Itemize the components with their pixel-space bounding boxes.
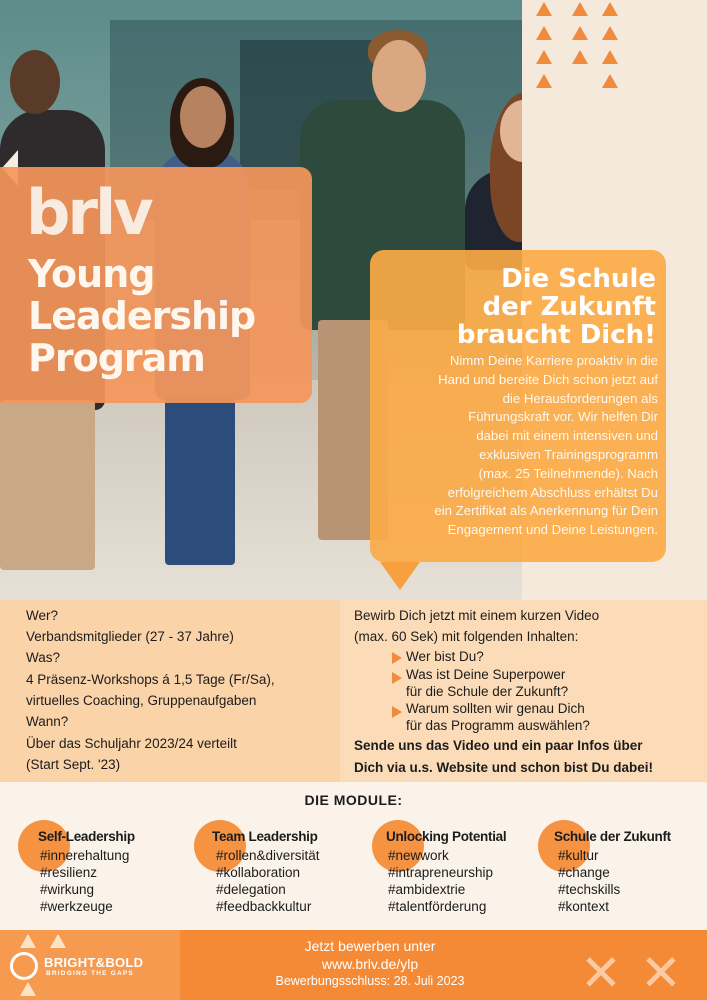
module-1-tag: #resilienz	[40, 865, 98, 880]
module-4-tag: #kultur	[558, 848, 599, 863]
module-1-tag: #werkzeuge	[40, 899, 113, 914]
brand-name: BRIGHT&BOLD	[44, 955, 144, 970]
intro-text	[378, 352, 658, 540]
question-1: Wer bist Du?	[406, 649, 484, 664]
question-3-line-1: Warum sollten wir genau Dich	[406, 701, 585, 716]
module-4-title: Schule der Zukunft	[554, 829, 671, 844]
program-title-line-2: Leadership	[28, 294, 256, 338]
apply-line: Jetzt bewerben unter	[304, 938, 436, 954]
when-value-line-2: (Start Sept. '23)	[26, 757, 121, 772]
x-decoration-icon: ✕	[640, 944, 682, 1000]
triangle-decoration	[602, 50, 618, 64]
person-3-head	[372, 40, 426, 112]
headline-line-3: braucht Dich!	[456, 320, 656, 350]
apply-outro-line-1: Sende uns das Video und ein paar Infos über	[354, 738, 643, 753]
triangle-bullet-icon	[392, 672, 402, 684]
what-value-line-2: virtuelles Coaching, Gruppenaufgaben	[26, 693, 257, 708]
question-3-line-2: für das Programm auswählen?	[406, 718, 590, 733]
apply-url[interactable]: www.brlv.de/ylp	[321, 956, 419, 972]
x-decoration-icon: ✕	[580, 944, 622, 1000]
program-title-line-3: Program	[28, 336, 205, 380]
triangle-decoration	[572, 26, 588, 40]
apply-intro-line-2: (max. 60 Sek) mit folgenden Inhalten:	[354, 629, 579, 644]
intro-text-line: (max. 25 Teilnehmende). Nach	[478, 465, 658, 481]
module-4-tag: #change	[558, 865, 610, 880]
triangle-decoration	[20, 934, 36, 948]
intro-text-line: die Herausforderungen als	[502, 390, 658, 406]
application-deadline: Bewerbungsschluss: 28. Juli 2023	[275, 974, 465, 988]
triangle-decoration	[536, 74, 552, 88]
triangle-decoration	[602, 74, 618, 88]
module-2-title: Team Leadership	[212, 829, 318, 844]
intro-text-line: Engagement und Deine Leistungen.	[447, 522, 658, 538]
person-1-head	[10, 50, 60, 114]
intro-text-line: Führungskraft vor. Wir helfen Dir	[468, 409, 658, 425]
question-2-line-2: für die Schule der Zukunft?	[406, 684, 569, 699]
module-2-tag: #rollen&diversität	[216, 848, 320, 863]
intro-text-line: Hand und bereite Dich schon jetzt auf	[438, 371, 658, 387]
bright-bold-logo-icon	[10, 952, 38, 980]
triangle-decoration	[20, 982, 36, 996]
intro-text-line: Nimm Deine Karriere proaktiv in die	[449, 353, 658, 368]
module-3-tag: #talentförderung	[388, 899, 487, 914]
question-2-line-1: Was ist Deine Superpower	[406, 667, 566, 682]
module-2-tag: #feedbackkultur	[216, 899, 312, 914]
module-3-title: Unlocking Potential	[386, 829, 507, 844]
when-value-line-1: Über das Schuljahr 2023/24 verteilt	[26, 736, 237, 751]
what-value-line-1: 4 Präsenz-Workshops á 1,5 Tage (Fr/Sa),	[26, 672, 275, 687]
module-1-tag: #wirkung	[40, 882, 95, 897]
module-4-tag: #techskills	[558, 882, 621, 897]
brlv-logo: brlv	[26, 176, 151, 249]
triangle-bullet-icon	[392, 706, 402, 718]
person-1-legs	[0, 400, 95, 570]
module-2-tag: #delegation	[216, 882, 286, 897]
intro-text-line: exklusiven Trainingsprogramm	[479, 446, 658, 462]
apply-intro-line-1: Bewirb Dich jetzt mit einem kurzen Video	[354, 608, 600, 623]
triangle-decoration	[602, 2, 618, 16]
person-2-legs	[165, 395, 235, 565]
module-1-title: Self-Leadership	[38, 829, 135, 844]
triangle-decoration	[536, 50, 552, 64]
intro-text-line: erfolgreichem Abschluss erhältst Du	[447, 484, 658, 500]
apply-outro-line-2: Dich via u.s. Website und schon bist Du dabei!	[354, 760, 654, 775]
modules-heading: DIE MODULE:	[304, 792, 403, 808]
module-4-tag: #kontext	[558, 899, 610, 914]
module-1-tag: #innerehaltung	[40, 848, 130, 863]
triangle-bullet-icon	[392, 652, 402, 664]
triangle-decoration	[572, 50, 588, 64]
triangle-decoration	[572, 2, 588, 16]
speech-pointer	[380, 562, 420, 590]
when-label: Wann?	[26, 714, 69, 729]
who-label: Wer?	[26, 608, 59, 623]
intro-text-line: dabei mit einem intensiven und	[476, 428, 658, 444]
module-2-tag: #kollaboration	[216, 865, 301, 880]
triangle-decoration	[602, 26, 618, 40]
module-3-tag: #ambidextrie	[388, 882, 466, 897]
who-value: Verbandsmitglieder (27 - 37 Jahre)	[26, 629, 234, 644]
intro-text-line: ein Zertifikat als Anerkennung für Dein	[434, 503, 658, 519]
module-3-tag: #intrapreneurship	[388, 865, 494, 880]
module-3-tag: #newwork	[388, 848, 449, 863]
program-title-line-1: Young	[28, 252, 155, 296]
triangle-decoration	[536, 2, 552, 16]
headline-line-2: der Zukunft	[482, 292, 656, 322]
brand-tagline: BRIDGING THE GAPS	[46, 970, 134, 977]
what-label: Was?	[26, 650, 61, 665]
triangle-decoration	[50, 934, 66, 948]
headline-line-1: Die Schule	[501, 264, 656, 294]
triangle-decoration	[536, 26, 552, 40]
person-2-head	[180, 86, 226, 148]
